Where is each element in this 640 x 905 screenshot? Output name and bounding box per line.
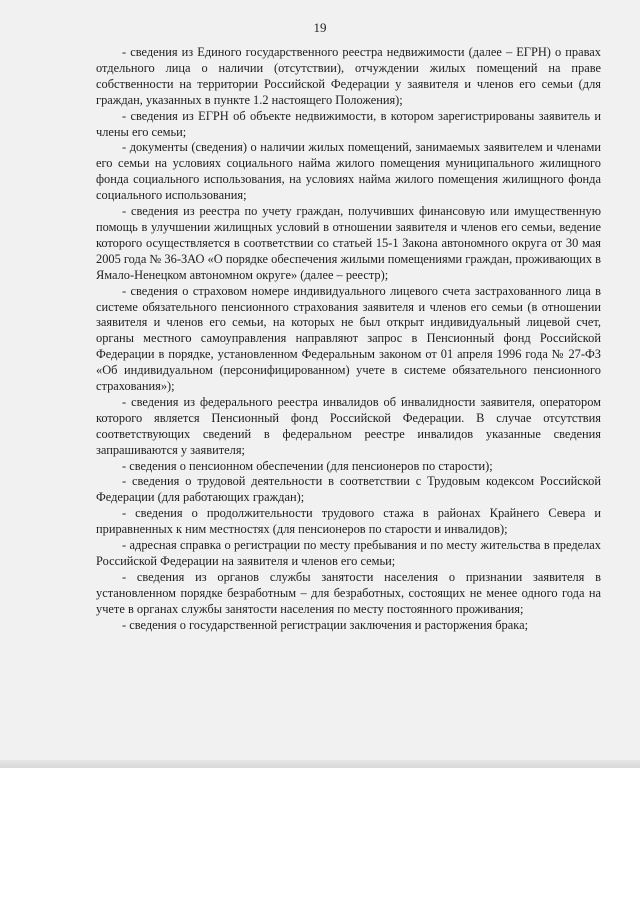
paragraph-registry: - сведения из реестра по учету граждан, получивших финансовую или имущественную помощь в улучшении жилищных условий в отношении заявителя и членов его семьи, ведение которого осуществляется в соответствии со статьей 15-1 Закона автономного округа от 30 мая 2005 года № 36-ЗАО «О порядке обеспечения жилыми помещениями граждан, проживающих в Ямало-Ненецком автономном округе» (далее – реестр); bbox=[96, 204, 601, 282]
page-number: 19 bbox=[313, 20, 327, 35]
paragraph-marriage-registration: - сведения о государственной регистрации заключения и расторжения брака; bbox=[122, 617, 529, 632]
document-body bbox=[96, 45, 601, 634]
paragraph-disability-registry: - сведения из федерального реестра инвалидов об инвалидности заявителя, оператором которого является Пенсионный фонд Российской Федерации. В случае отсутствия соответствующих сведений в федеральном реестре инвалидов указанные сведения запрашиваются у заявителя; bbox=[96, 394, 601, 457]
paragraph-labor-activity: - сведения о трудовой деятельности в соответствии с Трудовым кодексом Российской Федерации (для работающих граждан); bbox=[96, 474, 601, 505]
blank-margin bbox=[0, 768, 640, 905]
paragraph-snils: - сведения о страховом номере индивидуального лицевого счета застрахованного лица в системе обязательного пенсионного страхования заявителя и членов его семьи (в отношении заявителя и членов его семьи, на которых не был открыт индивидуальный лицевой счет, органы местного самоуправления направляют запрос в Пенсионный фонд Российской Федерации в порядке, установленном Федеральным законом от 01 апреля 1996 года № 27-ФЗ «Об индивидуальном (персонифицированном) учете в системе обязательного пенсионного страхования»); bbox=[96, 283, 601, 394]
paragraph-egrn-object: - сведения из ЕГРН об объекте недвижимости, в котором зарегистрированы заявитель и члены его семьи; bbox=[96, 108, 601, 139]
paragraph-unemployment: - сведения из органов службы занятости населения о признании заявителя в установленном порядке безработным – для безработных, состоящих не менее одного года на учете в органах службы занятости населения по месту постоянного проживания; bbox=[96, 569, 601, 616]
paragraph-north-service: - сведения о продолжительности трудового стажа в районах Крайнего Севера и приравненных к ним местностях (для пенсионеров по старости и инвалидов); bbox=[96, 506, 601, 537]
scan-edge bbox=[0, 760, 640, 768]
paragraph-pension: - сведения о пенсионном обеспечении (для пенсионеров по старости); bbox=[122, 458, 493, 473]
paragraph-egrn-rights: - сведения из Единого государственного реестра недвижимости (далее – ЕГРН) о правах отдельного лица о наличии (отсутствии), отчуждении жилых помещений на праве собственности на территории Российской Федерации у заявителя и членов его семьи (для граждан, указанных в пункте 1.2 настоящего Положения); bbox=[96, 45, 601, 107]
paragraph-social-housing: - документы (сведения) о наличии жилых помещений, занимаемых заявителем и членами его семьи на условиях социального найма жилого помещения муниципального жилищного фонда социального использования, на условиях найма жилого помещения жилищного фонда социального использования; bbox=[96, 140, 601, 203]
paragraph-address-certificate: - адресная справка о регистрации по месту пребывания и по месту жительства в пределах Российской Федерации на заявителя и членов его семьи; bbox=[96, 538, 601, 568]
